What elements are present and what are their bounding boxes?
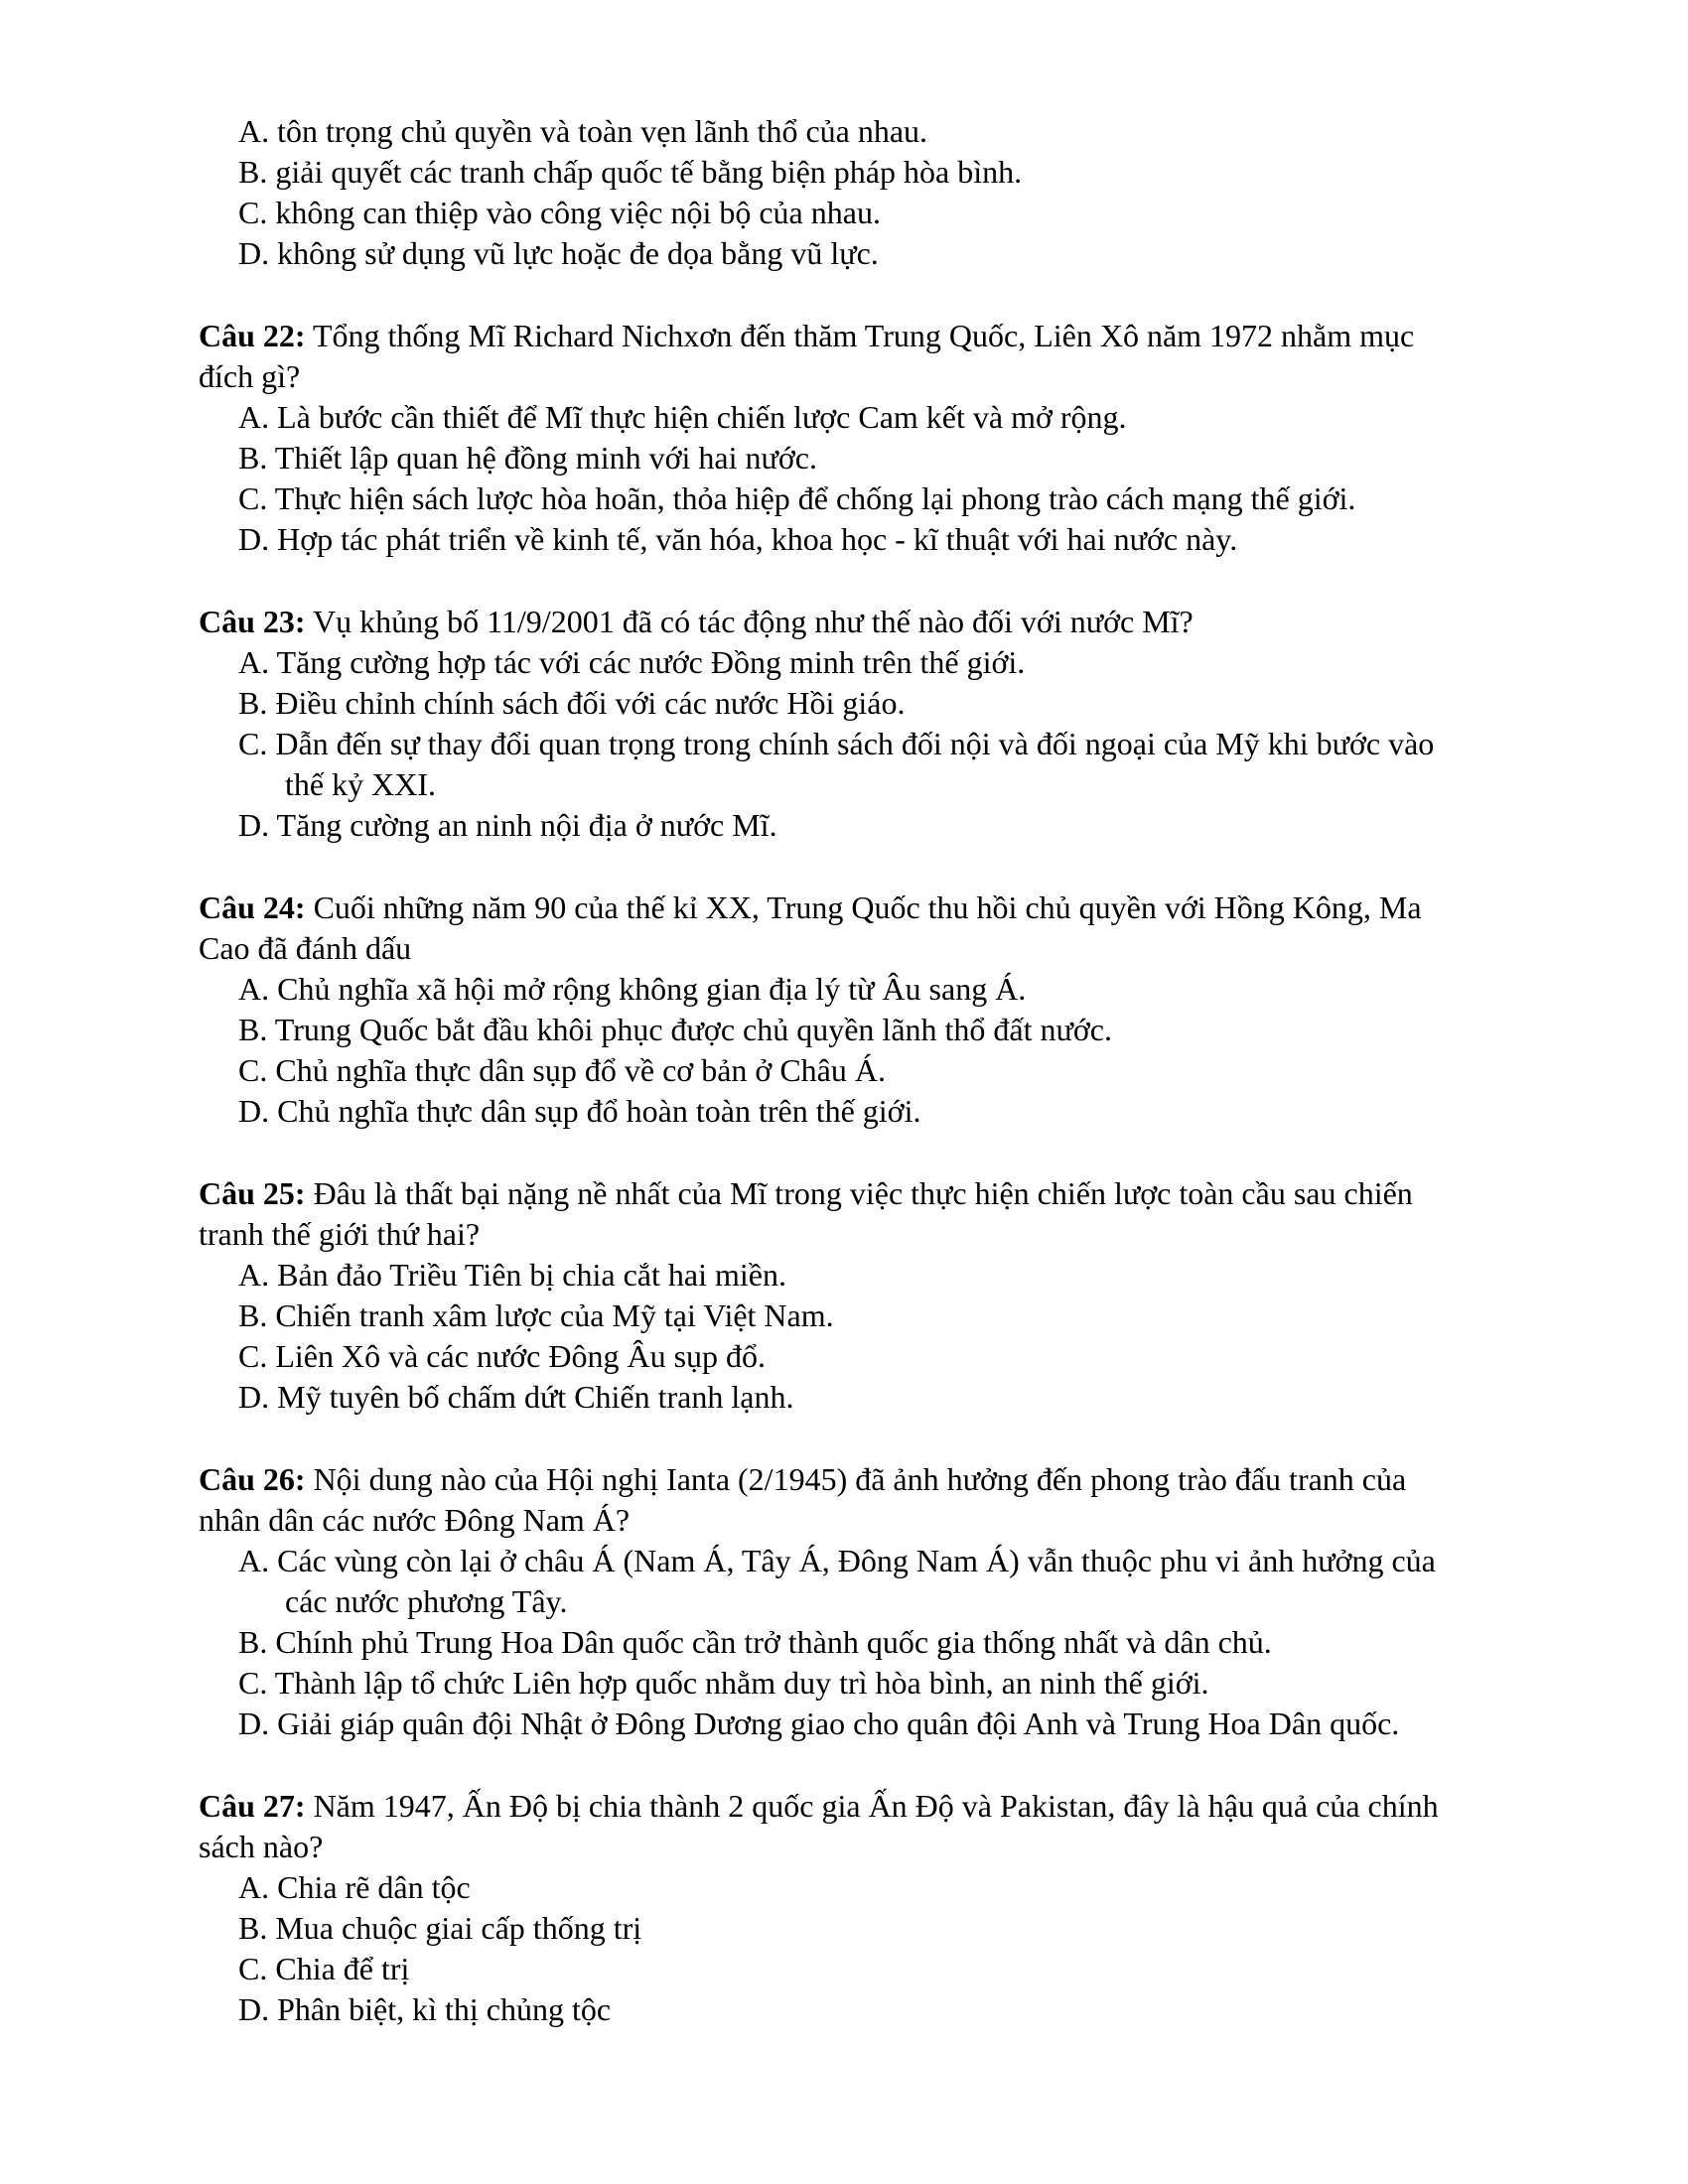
question-text: Đâu là thất bại nặng nề nhất của Mĩ trong việc thực hiện chiến lược toàn cầu sau chiến (305, 1175, 1413, 1211)
option-b: B. Chính phủ Trung Hoa Dân quốc cần trở thành quốc gia thống nhất và dân chủ. (238, 1624, 1272, 1660)
option-c: C. Chủ nghĩa thực dân sụp đổ về cơ bản ở Châu Á. (238, 1052, 886, 1088)
option-b: B. Chiến tranh xâm lược của Mỹ tại Việt Nam. (238, 1297, 834, 1333)
option-a: A. Bản đảo Triều Tiên bị chia cắt hai miền. (238, 1257, 786, 1293)
option-c: C. Thành lập tổ chức Liên hợp quốc nhằm duy trì hòa bình, an ninh thế giới. (238, 1665, 1209, 1701)
option-b: B. Điều chỉnh chính sách đối với các nước Hồi giáo. (238, 685, 906, 721)
question-number: Câu 25: (199, 1175, 306, 1211)
option-d: D. Tăng cường an ninh nội địa ở nước Mĩ. (238, 807, 777, 843)
question-text: Nội dung nào của Hội nghị Ianta (2/1945) đã ảnh hưởng đến phong trào đấu tranh của (305, 1461, 1407, 1497)
option-a: A. Là bước cần thiết để Mĩ thực hiện chiến lược Cam kết và mở rộng. (238, 399, 1127, 435)
option-d: D. không sử dụng vũ lực hoặc đe dọa bằng vũ lực. (238, 235, 879, 271)
question-text-continued: tranh thế giới thứ hai? (199, 1216, 481, 1252)
option-c: C. Liên Xô và các nước Đông Âu sụp đổ. (238, 1338, 767, 1374)
option-c: C. không can thiệp vào công việc nội bộ của nhau. (238, 195, 881, 230)
option-a-continued: các nước phương Tây. (285, 1583, 568, 1619)
question-26 (199, 1459, 1406, 1499)
option-d: D. Giải giáp quân đội Nhật ở Đông Dương giao cho quân đội Anh và Trung Hoa Dân quốc. (238, 1706, 1400, 1741)
option-a: A. Tăng cường hợp tác với các nước Đồng minh trên thế giới. (238, 644, 1026, 680)
option-c-continued: thế kỷ XXI. (285, 766, 436, 802)
option-a: A. Chia rẽ dân tộc (238, 1869, 471, 1905)
question-text: Vụ khủng bố 11/9/2001 đã có tác động như thế nào đối với nước Mĩ? (305, 604, 1194, 639)
option-d: D. Chủ nghĩa thực dân sụp đổ hoàn toàn trên thế giới. (238, 1093, 921, 1129)
question-23 (199, 602, 1194, 641)
option-c: C. Thực hiện sách lược hòa hoãn, thỏa hiệp để chống lại phong trào cách mạng thế giới. (238, 480, 1356, 516)
option-b: B. Thiết lập quan hệ đồng minh với hai nước. (238, 440, 817, 476)
question-number: Câu 22: (199, 318, 306, 353)
option-a: A. Chủ nghĩa xã hội mở rộng không gian địa lý từ Âu sang Á. (238, 971, 1027, 1007)
question-text: Cuối những năm 90 của thế kỉ XX, Trung Quốc thu hồi chủ quyền với Hồng Kông, Ma (305, 889, 1422, 925)
question-22 (199, 316, 1414, 355)
option-b: B. Trung Quốc bắt đầu khôi phục được chủ quyền lãnh thổ đất nước. (238, 1012, 1112, 1047)
question-number: Câu 27: (199, 1788, 306, 1824)
question-text: Năm 1947, Ấn Độ bị chia thành 2 quốc gia Ấn Độ và Pakistan, đây là hậu quả của chính (305, 1788, 1439, 1824)
option-c: C. Dẫn đến sự thay đổi quan trọng trong chính sách đối nội và đối ngoại của Mỹ khi bước vào (238, 726, 1435, 761)
option-b: B. giải quyết các tranh chấp quốc tế bằng biện pháp hòa bình. (238, 154, 1023, 190)
question-text-continued: Cao đã đánh dấu (199, 930, 412, 966)
option-d: D. Hợp tác phát triển về kinh tế, văn hóa, khoa học - kĩ thuật với hai nước này. (238, 521, 1238, 557)
question-25 (199, 1173, 1413, 1213)
option-a: A. tôn trọng chủ quyền và toàn vẹn lãnh thổ của nhau. (238, 113, 928, 149)
question-text-continued: đích gì? (199, 358, 301, 394)
question-27 (199, 1786, 1439, 1826)
question-number: Câu 26: (199, 1461, 306, 1497)
option-b: B. Mua chuộc giai cấp thống trị (238, 1910, 642, 1946)
question-number: Câu 23: (199, 604, 306, 639)
question-text-continued: sách nào? (199, 1829, 324, 1864)
question-text: Tổng thống Mĩ Richard Nichxơn đến thăm Trung Quốc, Liên Xô năm 1972 nhằm mục (305, 318, 1415, 353)
option-a: A. Các vùng còn lại ở châu Á (Nam Á, Tây Á, Đông Nam Á) vẫn thuộc phu vi ảnh hưởng của (238, 1543, 1436, 1578)
option-d: D. Mỹ tuyên bố chấm dứt Chiến tranh lạnh. (238, 1379, 794, 1415)
option-c: C. Chia để trị (238, 1951, 410, 1986)
question-text-continued: nhân dân các nước Đông Nam Á? (199, 1502, 631, 1538)
option-d: D. Phân biệt, kì thị chủng tộc (238, 1991, 612, 2027)
question-24 (199, 887, 1422, 927)
question-number: Câu 24: (199, 889, 306, 925)
